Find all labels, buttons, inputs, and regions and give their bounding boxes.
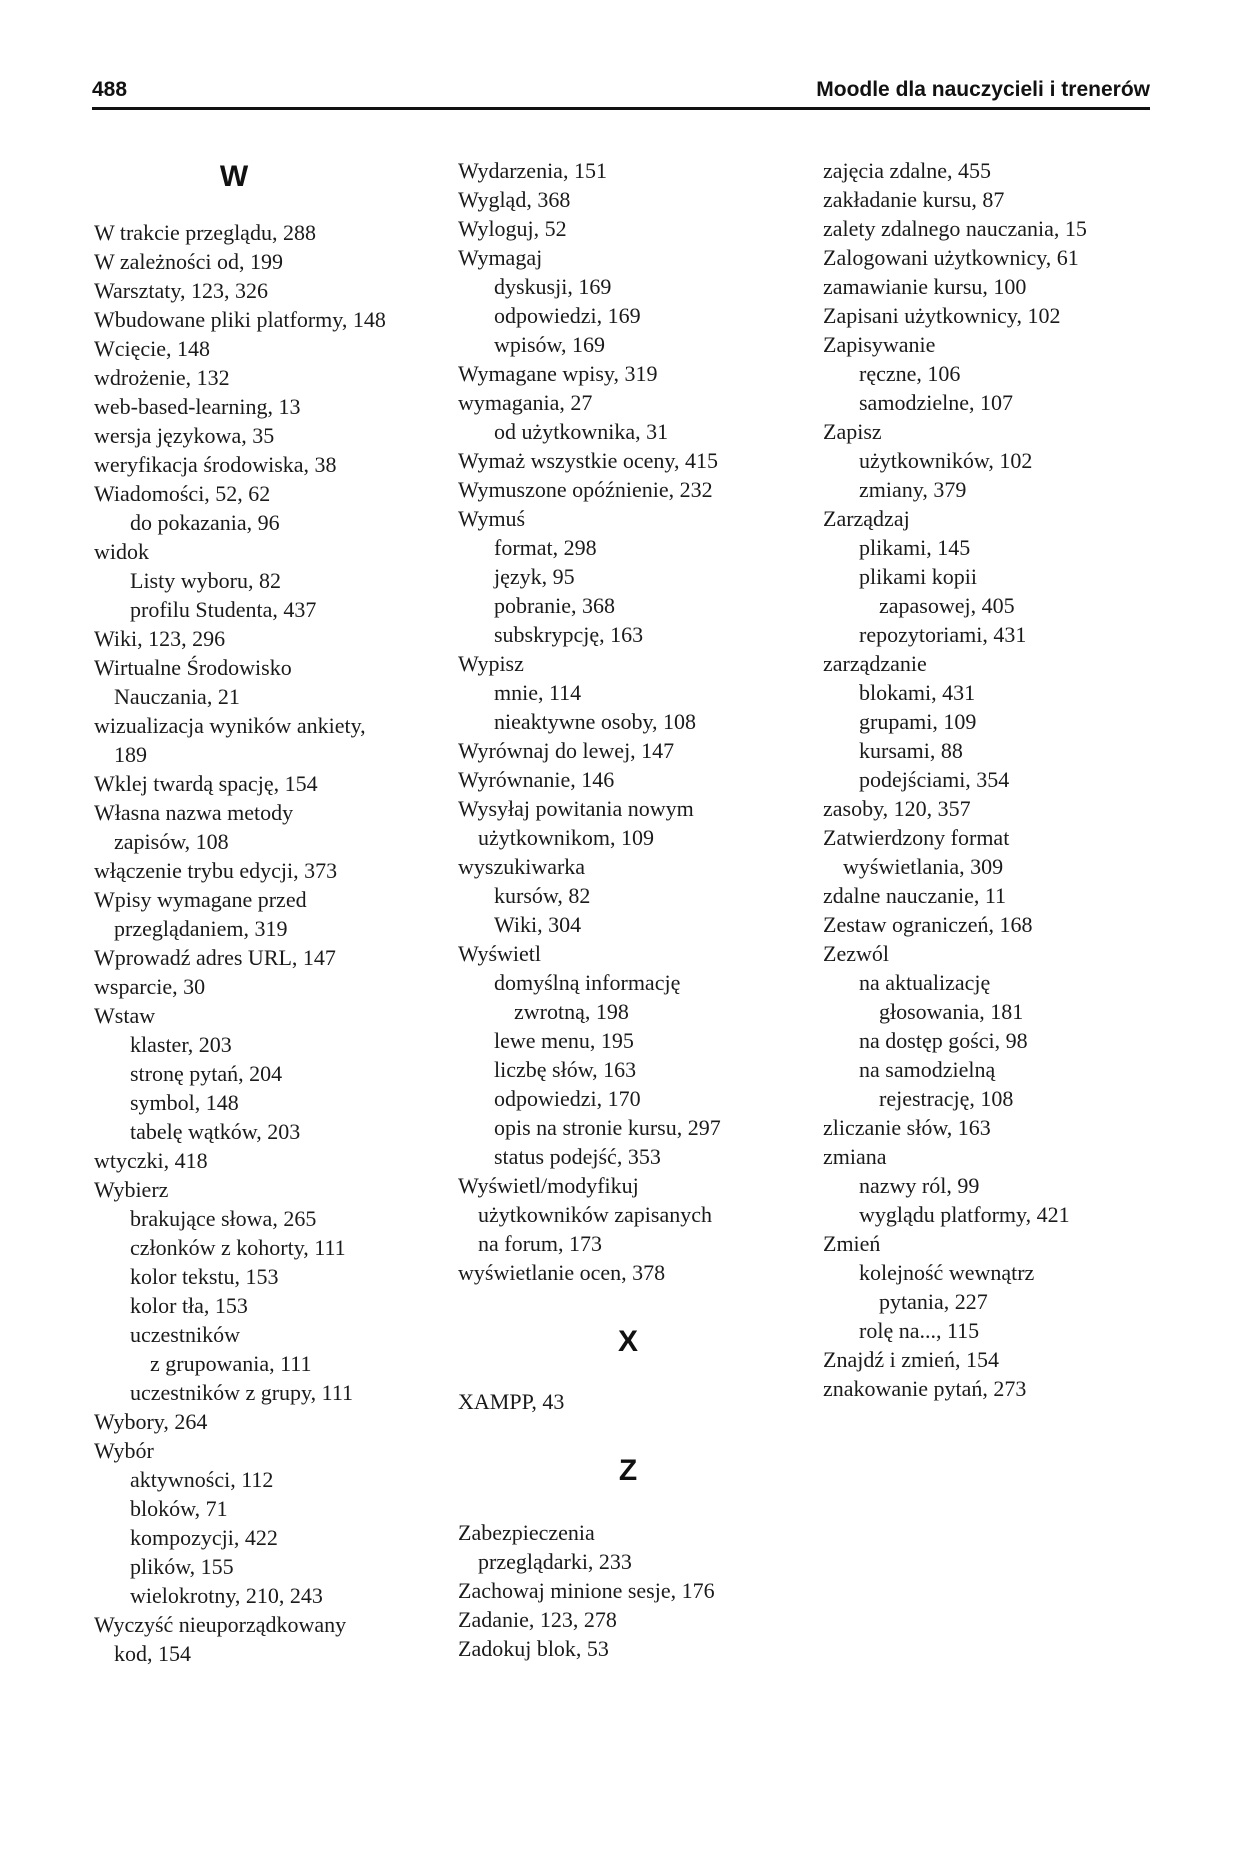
index-subentry: do pokazania, 96 [130, 510, 280, 535]
index-entry: Wymaż wszystkie oceny, 415 [458, 448, 718, 473]
index-entry: Wybierz [94, 1177, 169, 1202]
index-subentry: bloków, 71 [130, 1496, 228, 1521]
index-entry: Wysyłaj powitania nowym [458, 796, 694, 821]
index-subentry: Listy wyboru, 82 [130, 568, 281, 593]
index-entry: wyszukiwarka [458, 854, 586, 879]
index-subentry: kolor tła, 153 [130, 1293, 248, 1318]
index-entry: widok [94, 539, 149, 564]
index-subentry: zmiany, 379 [859, 477, 967, 502]
index-subentry: mnie, 114 [494, 680, 582, 705]
index-entry: Zabezpieczenia [458, 1520, 595, 1545]
index-subentry: subskrypcję, 163 [494, 622, 644, 647]
index-subentry: od użytkownika, 31 [494, 419, 669, 444]
index-entry: Wybór [94, 1438, 154, 1463]
index-entry-continuation: na forum, 173 [478, 1231, 603, 1256]
index-subentry: stronę pytań, 204 [130, 1061, 283, 1086]
index-subentry: nieaktywne osoby, 108 [494, 709, 697, 734]
index-entry: zmiana [823, 1144, 887, 1169]
index-subentry: członków z kohorty, 111 [130, 1235, 346, 1260]
index-entry: Wygląd, 368 [458, 187, 571, 212]
index-entry: W zależności od, 199 [94, 249, 283, 274]
index-subentry: grupami, 109 [859, 709, 977, 734]
header-rule [92, 107, 1150, 110]
index-subentry: rolę na..., 115 [859, 1318, 980, 1343]
index-entry: zakładanie kursu, 87 [823, 187, 1005, 212]
index-subentry: nazwy ról, 99 [859, 1173, 980, 1198]
index-entry: Wcięcie, 148 [94, 336, 211, 361]
index-entry: Wyrównaj do lewej, 147 [458, 738, 675, 763]
index-subentry: plikami kopii [859, 564, 977, 589]
index-subentry: na aktualizację [859, 970, 991, 995]
index-entry-continuation: wyświetlania, 309 [843, 854, 1004, 879]
index-entry: wersja językowa, 35 [94, 423, 275, 448]
section-letter-x: X [617, 1325, 638, 1358]
index-entry: Wpisy wymagane przed [94, 887, 307, 912]
index-entry: Wyświetl/modyfikuj [458, 1173, 639, 1198]
index-subentry: brakujące słowa, 265 [130, 1206, 317, 1231]
index-entry: Wiadomości, 52, 62 [94, 481, 271, 506]
index-entry: Wklej twardą spację, 154 [94, 771, 318, 796]
index-entry: zarządzanie [823, 651, 927, 676]
index-entry: wizualizacja wyników ankiety, [94, 713, 366, 738]
index-column-2 [458, 156, 798, 1663]
index-subentry: profilu Studenta, 437 [130, 597, 317, 622]
index-subentry: status podejść, 353 [494, 1144, 661, 1169]
index-entry: wdrożenie, 132 [94, 365, 230, 390]
index-entry: Wymagaj [458, 245, 543, 270]
index-entry: Zmień [823, 1231, 881, 1256]
index-entry: włączenie trybu edycji, 373 [94, 858, 338, 883]
index-entry: zasoby, 120, 357 [823, 796, 971, 821]
index-subentry-continuation: z grupowania, 111 [150, 1351, 312, 1376]
index-entry: Zestaw ograniczeń, 168 [823, 912, 1033, 937]
index-subentry: repozytoriami, 431 [859, 622, 1027, 647]
index-entry: Wstaw [94, 1003, 156, 1028]
index-subentry-continuation: zapasowej, 405 [879, 593, 1015, 618]
index-entry: znakowanie pytań, 273 [823, 1376, 1027, 1401]
index-subentry: uczestników z grupy, 111 [130, 1380, 353, 1405]
index-entry-continuation: zapisów, 108 [114, 829, 229, 854]
index-subentry: kolor tekstu, 153 [130, 1264, 279, 1289]
index-entries-x [458, 1387, 798, 1416]
index-entry-continuation: 189 [114, 742, 147, 767]
index-entry: W trakcie przeglądu, 288 [94, 220, 316, 245]
index-entry: Wymuszone opóźnienie, 232 [458, 477, 713, 502]
index-column-1 [94, 156, 434, 1668]
index-entry: zdalne nauczanie, 11 [823, 883, 1007, 908]
index-subentry: opis na stronie kursu, 297 [494, 1115, 721, 1140]
index-entry: Wymagane wpisy, 319 [458, 361, 658, 386]
index-entry-continuation: użytkowników zapisanych [478, 1202, 712, 1227]
index-entry: wymagania, 27 [458, 390, 593, 415]
index-entry: wyświetlanie ocen, 378 [458, 1260, 666, 1285]
index-column-3 [823, 156, 1163, 1403]
index-subentry: blokami, 431 [859, 680, 976, 705]
running-header [92, 74, 1150, 108]
index-entry: Zezwól [823, 941, 889, 966]
index-subentry: uczestników [130, 1322, 240, 1347]
index-subentry: aktywności, 112 [130, 1467, 274, 1492]
index-entry: Wyczyść nieuporządkowany [94, 1612, 347, 1637]
section-letter-w: W [219, 160, 249, 193]
index-subentry: lewe menu, 195 [494, 1028, 634, 1053]
index-entry: Wybory, 264 [94, 1409, 208, 1434]
index-entry-continuation: przeglądarki, 233 [478, 1549, 632, 1574]
index-subentry: język, 95 [494, 564, 575, 589]
index-entry: Zachowaj minione sesje, 176 [458, 1578, 715, 1603]
index-entry: Własna nazwa metody [94, 800, 294, 825]
index-entry-continuation: użytkownikom, 109 [478, 825, 654, 850]
index-subentry: plików, 155 [130, 1554, 234, 1579]
index-entry: Wyrównanie, 146 [458, 767, 615, 792]
page-number: 488 [92, 78, 128, 101]
index-subentry: Wiki, 304 [494, 912, 582, 937]
index-subentry-continuation: rejestrację, 108 [879, 1086, 1014, 1111]
index-entry: zamawianie kursu, 100 [823, 274, 1027, 299]
index-entry: Wymuś [458, 506, 526, 531]
index-entry: Wydarzenia, 151 [458, 158, 607, 183]
index-entries-w-continued [458, 156, 798, 1287]
index-entry: web-based-learning, 13 [94, 394, 301, 419]
index-subentry: wpisów, 169 [494, 332, 606, 357]
index-entry: Warsztaty, 123, 326 [94, 278, 268, 303]
index-entry: Znajdź i zmień, 154 [823, 1347, 999, 1372]
index-subentry: symbol, 148 [130, 1090, 239, 1115]
index-entry-continuation: kod, 154 [114, 1641, 191, 1666]
index-subentry: tabelę wątków, 203 [130, 1119, 301, 1144]
index-subentry: kursami, 88 [859, 738, 963, 763]
index-entry-continuation: przeglądaniem, 319 [114, 916, 288, 941]
index-entry-continuation: Nauczania, 21 [114, 684, 240, 709]
index-entry: wtyczki, 418 [94, 1148, 208, 1173]
index-entry: Wiki, 123, 296 [94, 626, 226, 651]
index-entry: Wprowadź adres URL, 147 [94, 945, 336, 970]
index-subentry: klaster, 203 [130, 1032, 232, 1057]
index-entry: Zapisywanie [823, 332, 936, 357]
index-subentry: na dostęp gości, 98 [859, 1028, 1028, 1053]
index-subentry: samodzielne, 107 [859, 390, 1013, 415]
index-entries-w [94, 218, 434, 1668]
index-subentry: ręczne, 106 [859, 361, 961, 386]
index-entries-z [458, 1518, 798, 1663]
index-subentry: domyślną informację [494, 970, 681, 995]
index-entry: zalety zdalnego nauczania, 15 [823, 216, 1087, 241]
index-subentry: format, 298 [494, 535, 597, 560]
index-entry: zliczanie słów, 163 [823, 1115, 991, 1140]
index-entry: Wirtualne Środowisko [94, 655, 292, 680]
index-entry: Zapisz [823, 419, 882, 444]
index-subentry: plikami, 145 [859, 535, 971, 560]
index-subentry: liczbę słów, 163 [494, 1057, 637, 1082]
index-subentry: kursów, 82 [494, 883, 591, 908]
index-subentry-continuation: pytania, 227 [879, 1289, 988, 1314]
index-entry: Wypisz [458, 651, 524, 676]
index-entry: Zalogowani użytkownicy, 61 [823, 245, 1079, 270]
index-subentry: wyglądu platformy, 421 [859, 1202, 1070, 1227]
index-subentry: kompozycji, 422 [130, 1525, 278, 1550]
section-letter-z: Z [618, 1454, 638, 1487]
index-entry: weryfikacja środowiska, 38 [94, 452, 337, 477]
index-entry: Wyświetl [458, 941, 541, 966]
index-subentry: użytkowników, 102 [859, 448, 1033, 473]
index-entries-z-continued [823, 156, 1163, 1403]
index-subentry: odpowiedzi, 169 [494, 303, 641, 328]
index-subentry: kolejność wewnątrz [859, 1260, 1035, 1285]
index-entry: Zapisani użytkownicy, 102 [823, 303, 1061, 328]
index-subentry: wielokrotny, 210, 243 [130, 1583, 323, 1608]
index-entry: wsparcie, 30 [94, 974, 206, 999]
index-subentry-continuation: zwrotną, 198 [514, 999, 629, 1024]
index-entry: Zadanie, 123, 278 [458, 1607, 617, 1632]
index-subentry: odpowiedzi, 170 [494, 1086, 641, 1111]
index-subentry: pobranie, 368 [494, 593, 615, 618]
index-subentry: podejściami, 354 [859, 767, 1010, 792]
index-subentry: dyskusji, 169 [494, 274, 612, 299]
index-subentry-continuation: głosowania, 181 [879, 999, 1024, 1024]
index-entry: Wbudowane pliki platformy, 148 [94, 307, 386, 332]
index-entry: Zadokuj blok, 53 [458, 1636, 609, 1661]
index-entry: zajęcia zdalne, 455 [823, 158, 991, 183]
index-entry: Zarządzaj [823, 506, 910, 531]
index-subentry: na samodzielną [859, 1057, 996, 1082]
index-entry: Wyloguj, 52 [458, 216, 567, 241]
book-title: Moodle dla nauczycieli i trenerów [816, 78, 1150, 101]
index-entry: XAMPP, 43 [458, 1389, 565, 1414]
index-entry: Zatwierdzony format [823, 825, 1010, 850]
